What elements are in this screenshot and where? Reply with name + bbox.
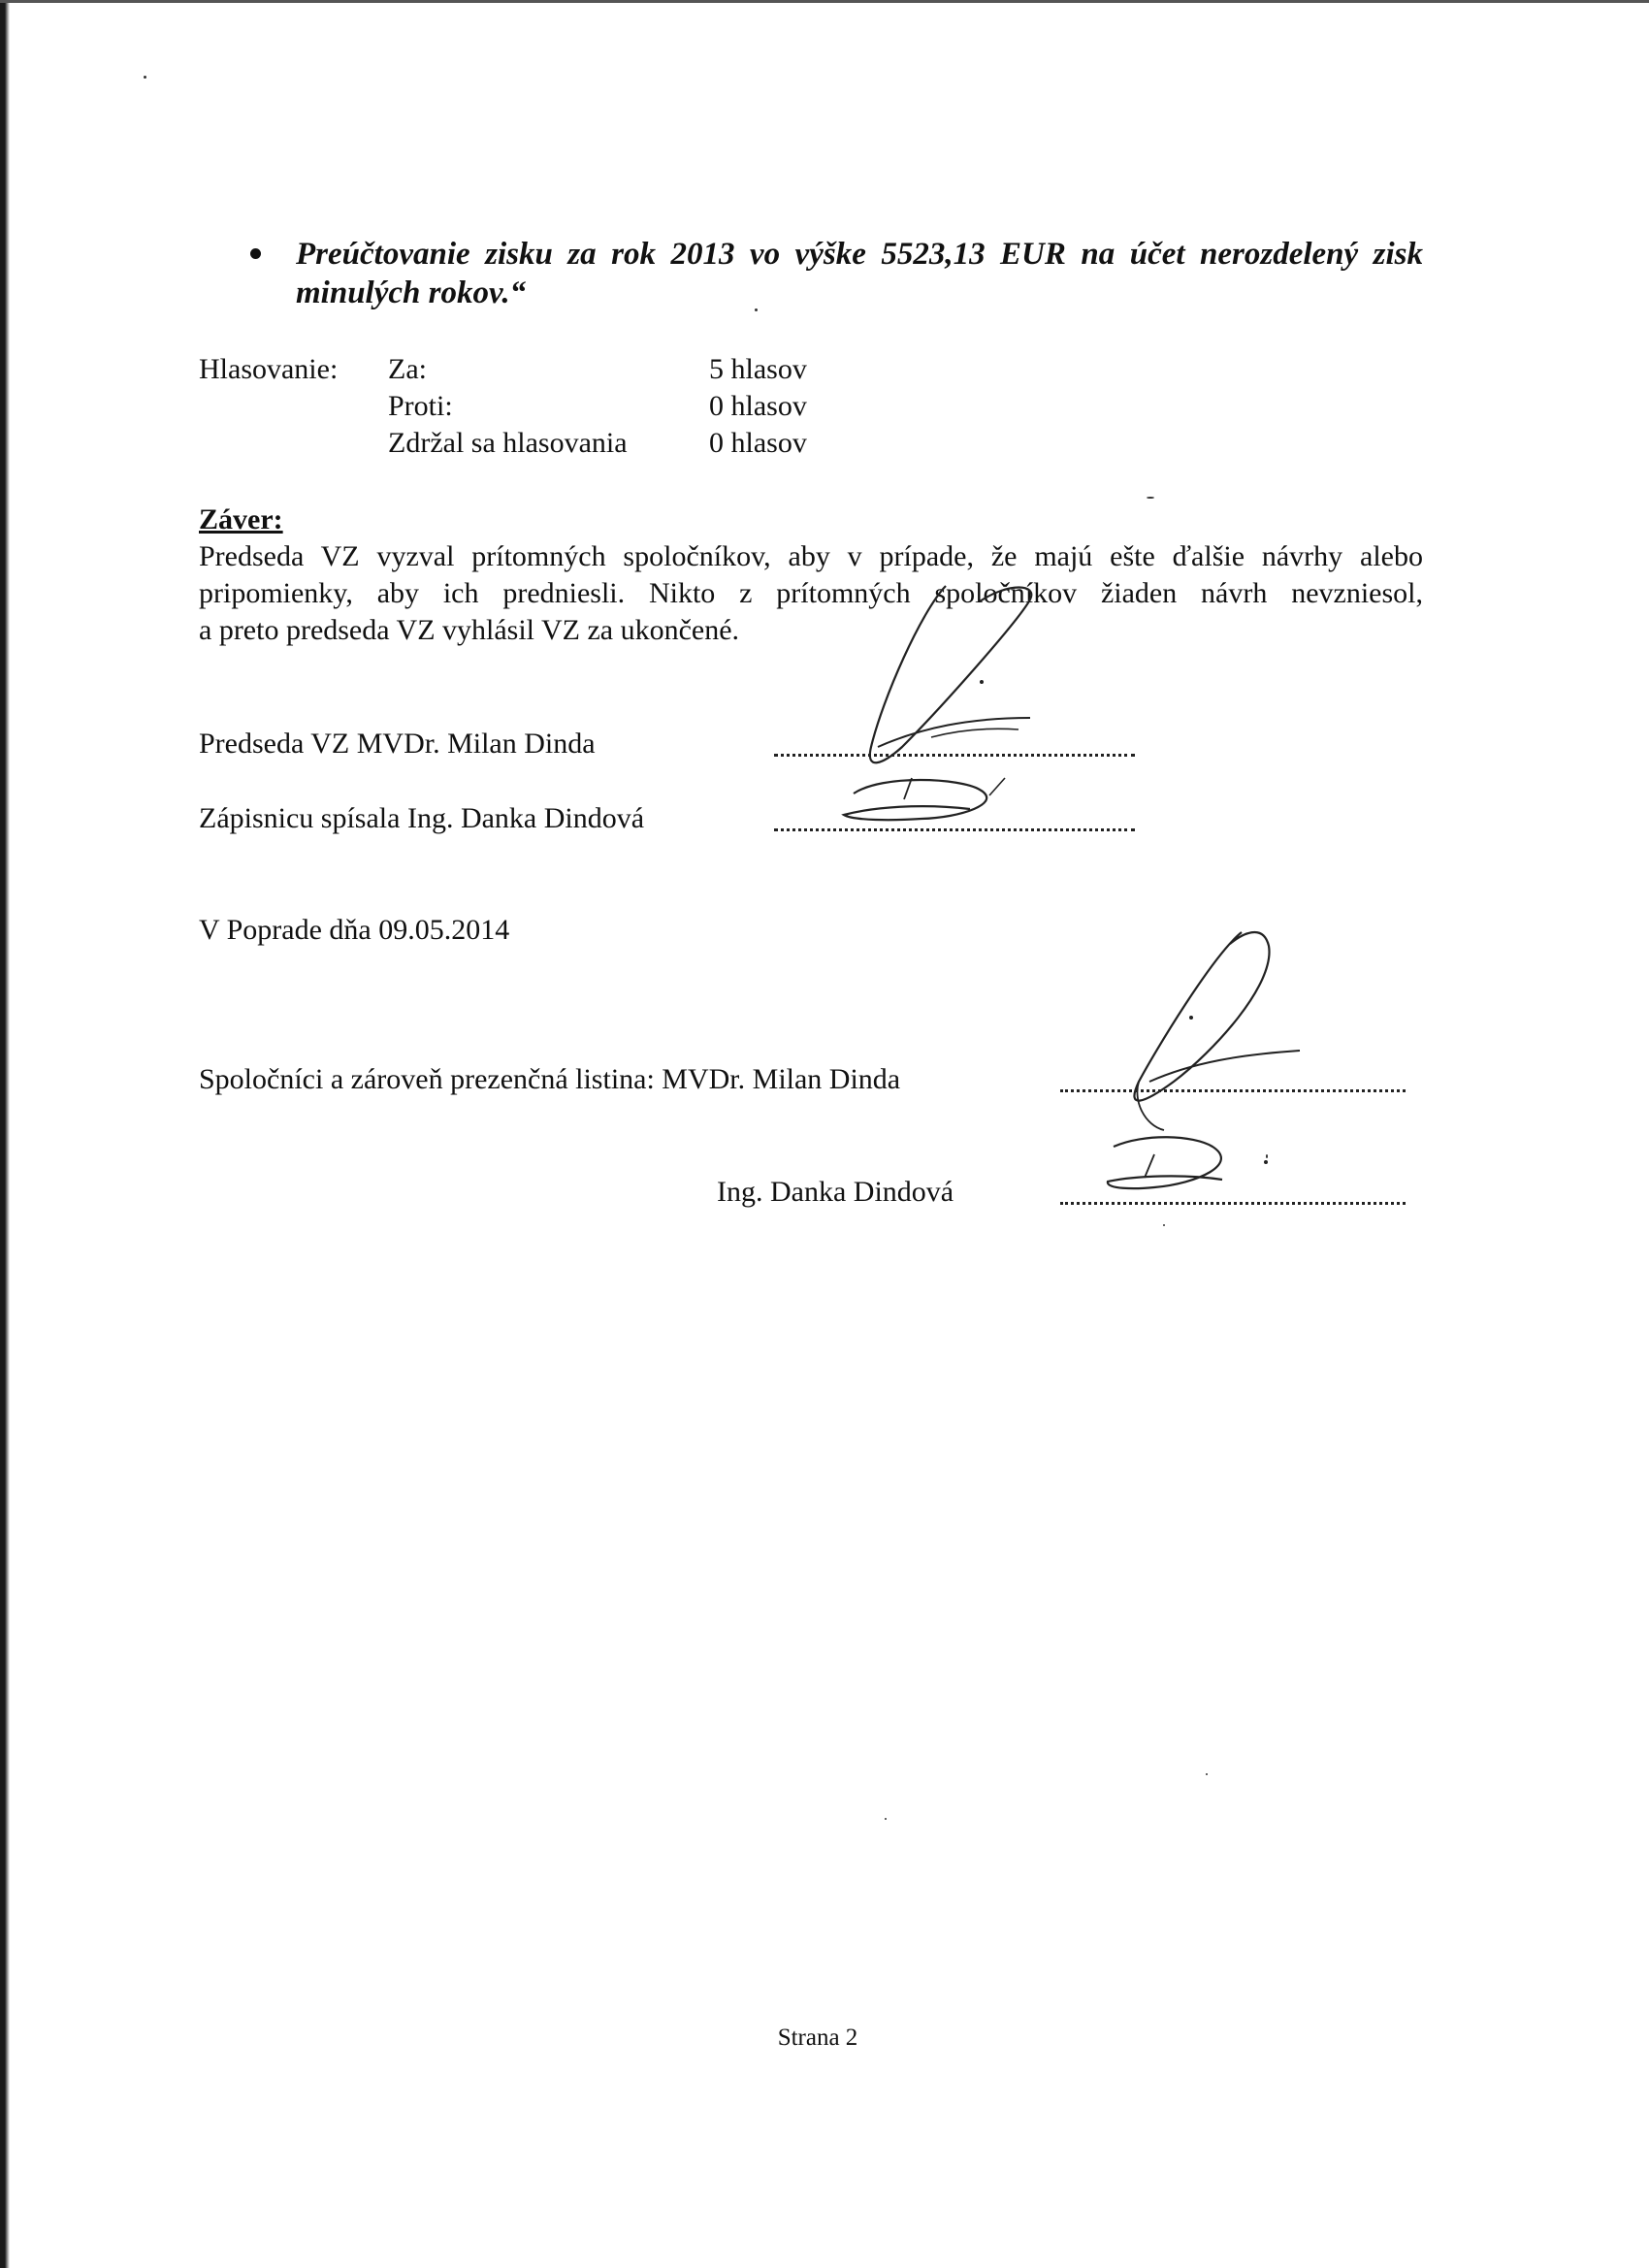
partners-signature-label: Spoločníci a zároveň prezenčná listina: MVDr. Milan Dinda [199, 1063, 901, 1095]
scan-speck [1206, 1773, 1208, 1775]
conclusion-line-1: Predseda VZ vyzval prítomných spoločníkov, aby v prípade, že majú ešte ďalšie návrhy alebo [199, 540, 1423, 572]
voting-option-for: Za: [388, 353, 427, 385]
conclusion-heading: Záver: [199, 503, 283, 535]
scan-speck [1163, 1224, 1165, 1226]
page-footer [0, 2024, 1649, 2053]
bullet-item [296, 235, 1423, 312]
scan-speck [1147, 497, 1154, 499]
partner-2-signature-icon [1096, 1125, 1290, 1213]
bullet-icon [250, 248, 261, 259]
scan-edge-top [0, 0, 1649, 3]
scan-speck [885, 1818, 887, 1820]
voting-count-against: 0 hlasov [709, 390, 807, 422]
partner-1-signature-icon [1106, 926, 1339, 1150]
partner-2-signature-label: Ing. Danka Dindová [717, 1176, 954, 1208]
place-date: V Poprade dňa 09.05.2014 [199, 914, 510, 946]
voting-option-against: Proti: [388, 390, 453, 422]
recorder-signature-label: Zápisnicu spísala Ing. Danka Dindová [199, 802, 645, 834]
conclusion-line-2: pripomienky, aby ich predniesli. Nikto z prítomných spoločníkov žiaden návrh nevzniesol, [199, 577, 1423, 609]
scan-speck [144, 76, 146, 79]
bullet-line-2: minulých rokov.“ [296, 275, 527, 310]
voting-count-abstain: 0 hlasov [709, 427, 807, 459]
voting-label: Hlasovanie: [199, 353, 339, 385]
voting-count-for: 5 hlasov [709, 353, 807, 385]
voting-option-abstain: Zdržal sa hlasovania [388, 427, 628, 459]
recorder-signature-icon [834, 764, 1038, 842]
scan-edge-left [0, 0, 10, 2268]
conclusion-paragraph [199, 538, 1423, 649]
chair-signature-label: Predseda VZ MVDr. Milan Dinda [199, 728, 596, 760]
conclusion-line-3: a preto predseda VZ vyhlásil VZ za ukončené. [199, 614, 740, 646]
bullet-line-1: Preúčtovanie zisku za rok 2013 vo výške 5523,13 EUR na účet nerozdelený zisk [296, 237, 1423, 272]
page-number: Strana 2 [777, 2025, 858, 2051]
